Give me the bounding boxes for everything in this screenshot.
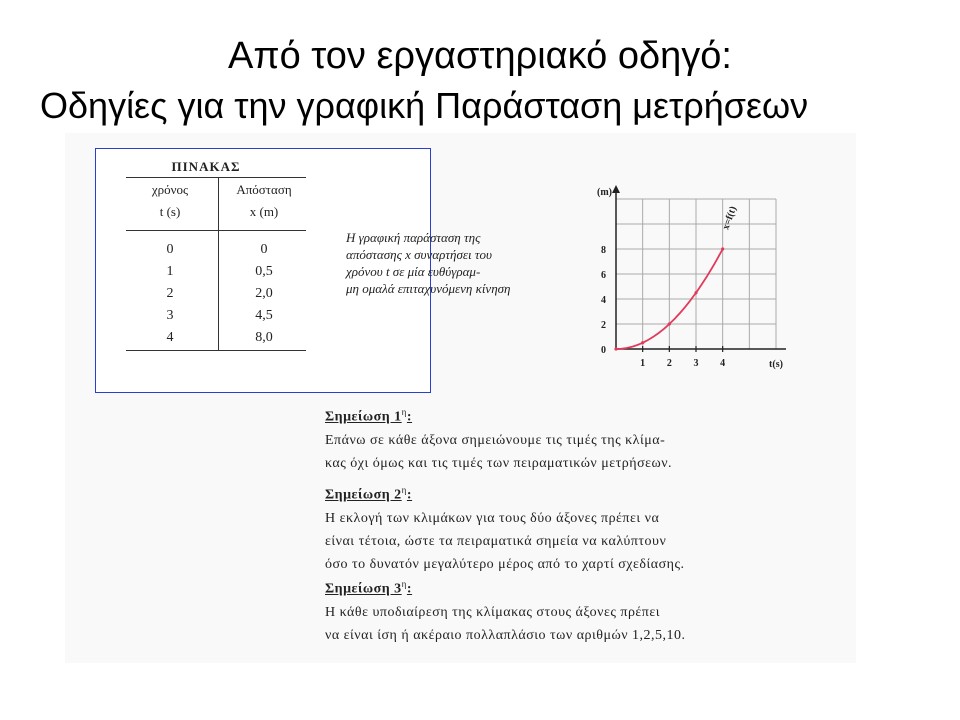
graph-caption [346, 229, 546, 297]
table-cell-x: 0,5 [255, 264, 273, 279]
note-1 [325, 401, 795, 475]
note-3-line: να είναι ίση ή ακέραιο πολλαπλάσιο των αριθμών 1,2,5,10. [325, 627, 686, 643]
data-point [694, 291, 697, 294]
graph-caption-line: Η γραφική παράσταση της [346, 230, 481, 245]
graph-caption-line: απόστασης x συναρτήσει του [346, 247, 492, 262]
curve-label: x=f(t) [720, 204, 740, 232]
y-tick-label: 6 [601, 270, 606, 281]
table-cell-x: 4,5 [255, 308, 273, 323]
note-3-superscript: η [401, 579, 407, 589]
y-tick-label: 0 [601, 345, 606, 356]
table-col1-header: χρόνος [151, 182, 189, 197]
note-2-line: όσο το δυνατόν μεγαλύτερο μέρος από το χαρτί σχεδίασης. [325, 556, 685, 572]
slide-title-line-1: Από τον εργαστηριακό οδηγό: [228, 35, 732, 77]
data-point [668, 322, 671, 325]
table-header-divider [126, 230, 306, 231]
table-cell-t: 0 [166, 242, 174, 257]
note-1-line: κας όχι όμως και τις τιμές των πειραματικών μετρήσεων. [325, 455, 673, 471]
y-tick-label: 8 [601, 245, 606, 256]
note-2 [325, 479, 795, 576]
note-2-line: Η εκλογή των κλιμάκων για τους δύο άξονες πρέπει να [325, 510, 660, 526]
x-tick-label: 3 [693, 358, 699, 369]
note-2-superscript: η [401, 485, 407, 495]
note-3-colon: : [406, 581, 413, 597]
x-tick-label: 4 [720, 358, 726, 369]
x-tick-label: 1 [640, 358, 646, 369]
graph-caption-line: χρόνου t σε μία ευθύγραμ- [346, 264, 481, 279]
table-cell-x: 2,0 [255, 286, 273, 301]
x-tick-label: 2 [666, 358, 672, 369]
distance-time-graph [576, 179, 786, 389]
table-col2-header: Απόσταση [236, 182, 292, 197]
table-cell-x: 0 [260, 242, 268, 257]
y-axis-label: (m) [597, 187, 612, 198]
note-3-heading: Σημείωση 3 [325, 581, 402, 597]
table-caption: ΠΙΝΑΚΑΣ [171, 159, 241, 174]
data-point [641, 341, 644, 344]
note-3 [325, 573, 795, 647]
data-table [126, 177, 306, 351]
graph-caption-line: μη ομαλά επιταχυνόμενη κίνηση [346, 281, 511, 296]
note-1-colon: : [406, 409, 413, 425]
data-point [614, 347, 617, 350]
note-2-heading: Σημείωση 2 [325, 487, 402, 503]
y-axis-arrow-icon [612, 185, 620, 193]
data-table-panel [95, 148, 783, 393]
scanned-document-image [65, 133, 856, 663]
table-cell-x: 8,0 [255, 330, 273, 345]
slide-title-line-2: Οδηγίες για την γραφική Παράσταση μετρήσεων [40, 85, 809, 126]
note-2-colon: : [406, 487, 413, 503]
y-tick-label: 4 [601, 295, 606, 306]
note-1-heading: Σημείωση 1 [325, 409, 402, 425]
note-1-superscript: η [401, 407, 407, 417]
note-2-line: είναι τέτοια, ώστε τα πειραματικά σημεία να καλύπτουν [325, 533, 667, 549]
table-cell-t: 1 [166, 264, 174, 279]
y-tick-label: 2 [601, 320, 606, 331]
table-col1-unit: t (s) [159, 204, 181, 219]
table-column-divider [218, 178, 219, 350]
table-cell-t: 2 [166, 286, 174, 301]
table-cell-t: 4 [166, 330, 174, 345]
note-1-line: Επάνω σε κάθε άξονα σημειώνουμε τις τιμές της κλίμα- [325, 432, 666, 448]
note-3-line: Η κάθε υποδιαίρεση της κλίμακας στους άξονες πρέπει [325, 604, 661, 620]
table-col2-unit: x (m) [249, 204, 279, 219]
x-axis-label: t(s) [769, 359, 783, 370]
data-point [721, 247, 724, 250]
table-cell-t: 3 [166, 308, 174, 323]
